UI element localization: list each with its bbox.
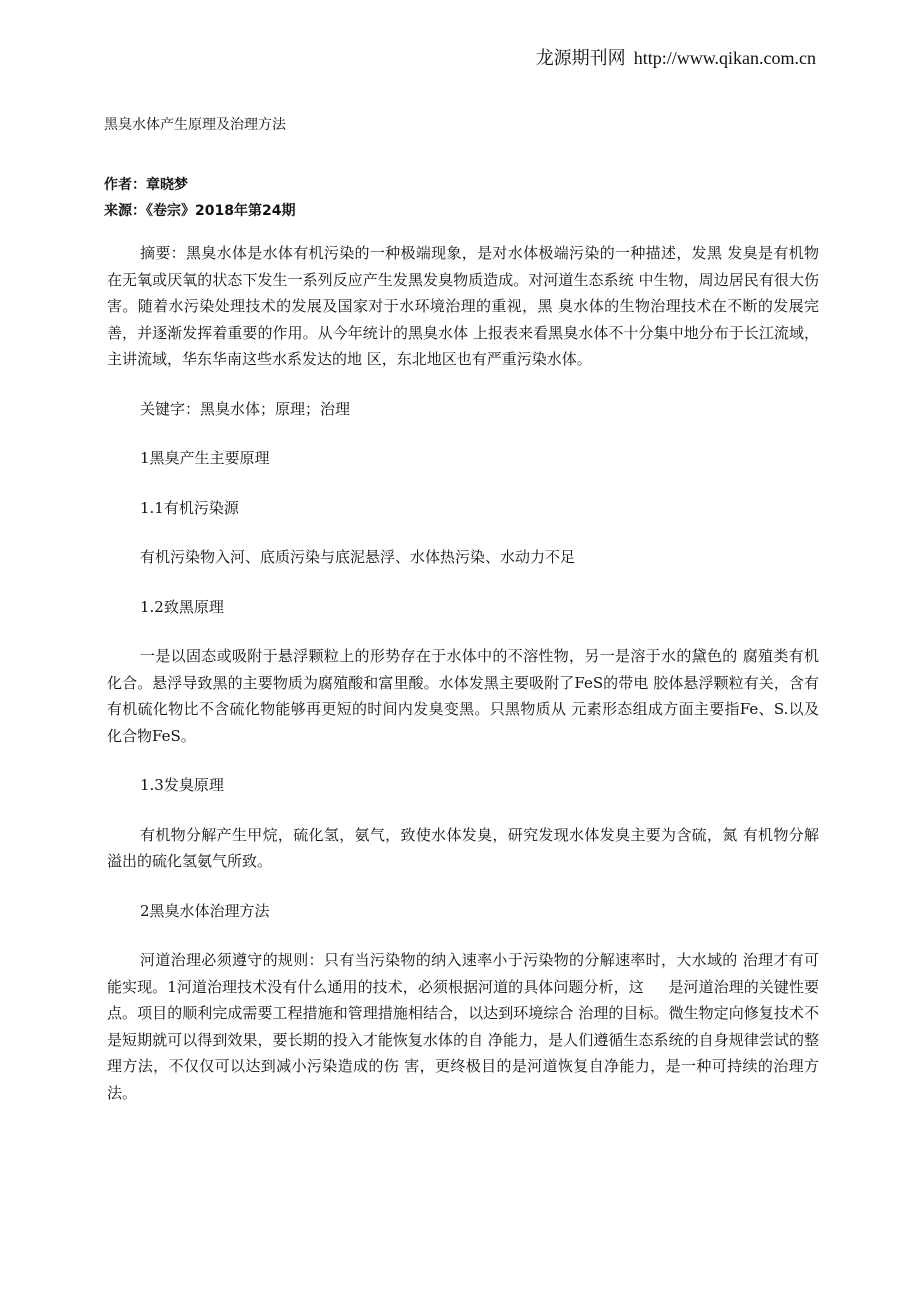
subsection-heading-1-1: 1.1有机污染源 [140,498,239,517]
paragraph-2: 河道治理必须遵守的规则：只有当污染物的纳入速率小于污染物的分解速率时，大水域的 治理才有可能实现。1河道治理技术没有什么通用的技术，必须根据河道的具体问题分析，这 是河道治理的关键性要点。项目的顺利完成需要工程措施和管理措施相结合，以达到环境综合 治理的目标。微生物定向修复技术不是短期就可以得到效果，要长期的投入才能恢复水体的自 净能力，是人们遵循生态系统的自身规律尝试的整理方法，不仅仅可以达到减小污染造成的伤 害，更终极目的是河道恢复自净能力，是一种可持续的治理方法。 [107,951,819,1102]
article-source: 来源：《卷宗》2018年第24期 [104,203,296,219]
site-url[interactable]: http://www.qikan.com.cn [633,48,816,68]
keywords-line: 关键字：黑臭水体；原理；治理 [140,399,351,418]
article-body [107,240,819,1129]
article-title: 黑臭水体产生原理及治理方法 [104,117,286,133]
section-heading-2: 2黑臭水体治理方法 [140,901,270,920]
subsection-heading-1-2: 1.2致黑原理 [140,597,224,616]
paragraph-1-3: 有机物分解产生甲烷，硫化氢，氨气，致使水体发臭，研究发现水体发臭主要为含硫，氮 有机物分解溢出的硫化氢氨气所致。 [107,825,819,870]
site-brand: 龙源期刊网 [535,48,626,69]
section-heading-1: 1黑臭产生主要原理 [140,449,270,467]
article-author: 作者：章晓梦 [104,177,188,193]
paragraph-1-1: 有机污染物入河、底质污染与底泥悬浮、水体热污染、水动力不足 [140,548,576,566]
paragraph-1-2: 一是以固态或吸附于悬浮颗粒上的形势存在于水体中的不溶性物，另一是溶于水的黛色的 腐殖类有机化合。悬浮导致黑的主要物质为腐殖酸和富里酸。水体发黑主要吸附了FeS的带电 胶体悬浮颗粒有关，含有有机硫化物比不含硫化物能够再更短的时间内发臭变黑。只黑物质从 元素形态组成方面主要指Fe、S.以及化合物FeS。 [107,647,819,745]
site-header [536,44,816,70]
subsection-heading-1-3: 1.3发臭原理 [140,776,224,794]
abstract-paragraph: 摘要：黑臭水体是水体有机污染的一种极端现象，是对水体极端污染的一种描述，发黑 发臭是有机物在无氧或厌氧的状态下发生一系列反应产生发黑发臭物质造成。对河道生态系统 中生物，周边居民有很大伤害。随着水污染处理技术的发展及国家对于水环境治理的重视，黑 臭水体的生物治理技术在不断的发展完善，并逐渐发挥着重要的作用。从今年统计的黑臭水体 上报表来看黑臭水体不十分集中地分布于长江流域，主讲流域，华东华南这些水系发达的地 区，东北地区也有严重污染水体。 [107,244,819,368]
